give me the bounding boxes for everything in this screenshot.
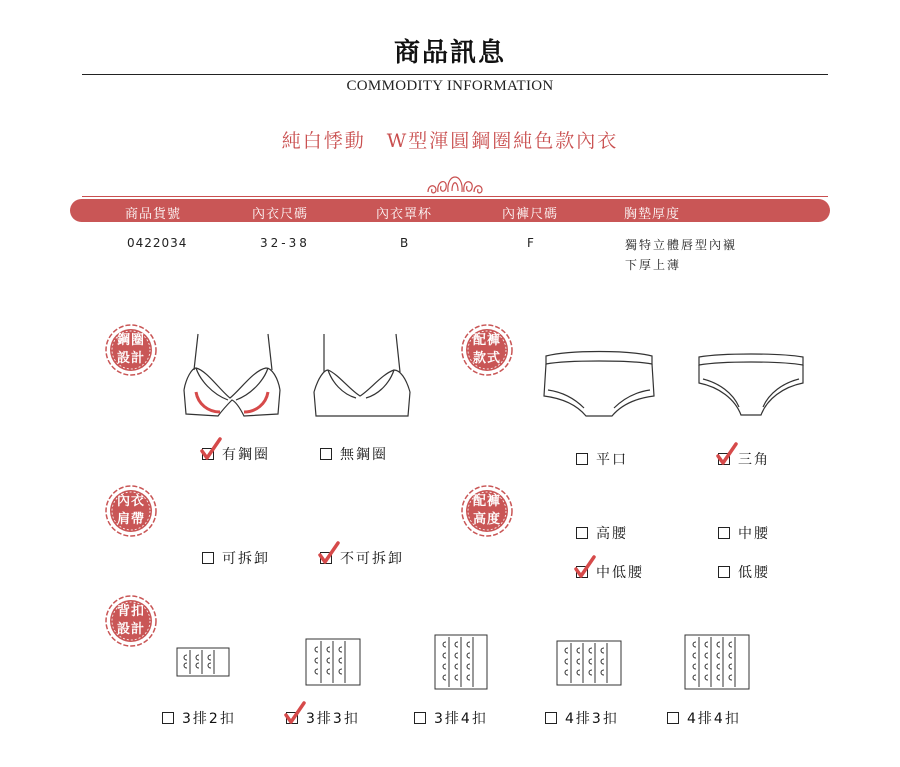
checkmark-icon [284, 701, 306, 725]
option-label: 3排2扣 [182, 711, 236, 727]
option-hook-3x2[interactable] [162, 708, 236, 728]
lace-ornament-icon [424, 170, 486, 196]
option-label: 低腰 [738, 565, 770, 581]
option-label: 有鋼圈 [222, 447, 270, 463]
option-label: 三角 [738, 452, 770, 468]
hook-4x4-icon [684, 634, 750, 690]
option-label: 中低腰 [596, 565, 644, 581]
badge-panty-style [460, 323, 514, 377]
spec-header-bar [70, 199, 830, 222]
checkbox[interactable] [576, 527, 588, 539]
checkbox[interactable] [576, 453, 588, 465]
option-label: 無鋼圈 [340, 447, 388, 463]
badge-line: 肩帶 [116, 512, 145, 527]
checkbox[interactable] [202, 552, 214, 564]
option-hook-3x3[interactable] [286, 708, 360, 728]
boyshort-panty-icon [540, 350, 658, 422]
option-rise-low[interactable] [718, 562, 770, 582]
option-rise-high[interactable] [576, 523, 628, 543]
option-label: 可拆卸 [222, 551, 270, 567]
bra-without-underwire-icon [310, 330, 414, 422]
checkbox[interactable] [320, 552, 332, 564]
option-strap-fixed[interactable] [320, 548, 404, 568]
hook-4x3-icon [556, 640, 622, 686]
bra-with-underwire-icon [180, 330, 284, 422]
badge-strap [104, 484, 158, 538]
value-pad-line2: 下厚上薄 [625, 258, 682, 272]
badge-line: 款式 [472, 351, 501, 366]
page-title: 商品訊息 [393, 38, 506, 68]
checkbox[interactable] [320, 448, 332, 460]
hook-3x3-icon [305, 638, 361, 686]
badge-line: 內衣 [116, 494, 145, 509]
hook-3x4-icon [434, 634, 488, 690]
hook-3x2-icon [176, 647, 230, 677]
checkmark-icon [716, 442, 738, 466]
option-label: 3排4扣 [434, 711, 488, 727]
badge-line: 高度 [472, 512, 501, 527]
option-hook-4x3[interactable] [545, 708, 619, 728]
option-strap-detachable[interactable] [202, 548, 270, 568]
header-panty-size: 內褲尺碼 [502, 207, 559, 222]
value-panty-size: F [527, 236, 536, 250]
option-label: 4排4扣 [687, 711, 741, 727]
option-label: 4排3扣 [565, 711, 619, 727]
option-rise-mid[interactable] [718, 523, 770, 543]
checkbox[interactable] [718, 527, 730, 539]
checkbox[interactable] [162, 712, 174, 724]
header-divider [82, 196, 828, 197]
brief-panty-icon [695, 353, 807, 421]
page-subtitle: COMMODITY INFORMATION [346, 78, 554, 94]
header-pad: 胸墊厚度 [624, 207, 681, 222]
option-label: 高腰 [596, 526, 628, 542]
value-cup: B [400, 236, 411, 250]
product-name: 純白悸動 W型渾圓鋼圈純色款內衣 [281, 130, 619, 152]
option-label: 不可拆卸 [340, 551, 404, 567]
value-bra-size: 32-38 [260, 236, 310, 250]
checkmark-icon [574, 555, 596, 579]
option-rise-mid-low[interactable] [576, 562, 644, 582]
checkbox[interactable] [202, 448, 214, 460]
badge-line: 設計 [116, 622, 145, 637]
option-label: 3排3扣 [306, 711, 360, 727]
option-label: 平口 [596, 452, 628, 468]
checkbox[interactable] [718, 453, 730, 465]
checkmark-icon [318, 541, 340, 565]
checkbox[interactable] [286, 712, 298, 724]
badge-underwire [104, 323, 158, 377]
badge-hook [104, 594, 158, 648]
checkbox[interactable] [667, 712, 679, 724]
badge-line: 配褲 [472, 333, 501, 348]
badge-line: 背扣 [116, 604, 145, 619]
option-panty-brief[interactable] [718, 449, 770, 469]
option-hook-4x4[interactable] [667, 708, 741, 728]
header-cup: 內衣罩杯 [376, 207, 433, 222]
option-panty-boyshort[interactable] [576, 449, 628, 469]
checkbox[interactable] [545, 712, 557, 724]
option-label: 中腰 [738, 526, 770, 542]
header-bra-size: 內衣尺碼 [252, 207, 309, 222]
header-sku: 商品貨號 [125, 207, 182, 222]
badge-line: 鋼圈 [116, 333, 145, 348]
value-pad-line1: 獨特立體唇型內襯 [625, 238, 738, 252]
checkbox[interactable] [414, 712, 426, 724]
badge-panty-rise [460, 484, 514, 538]
checkbox[interactable] [576, 566, 588, 578]
option-hook-3x4[interactable] [414, 708, 488, 728]
checkbox[interactable] [718, 566, 730, 578]
badge-line: 配褲 [472, 494, 501, 509]
option-underwire-no[interactable] [320, 444, 388, 464]
value-sku: 0422034 [127, 236, 188, 250]
badge-line: 設計 [116, 351, 145, 366]
option-underwire-yes[interactable] [202, 444, 270, 464]
checkmark-icon [200, 437, 222, 461]
title-divider [82, 74, 828, 75]
